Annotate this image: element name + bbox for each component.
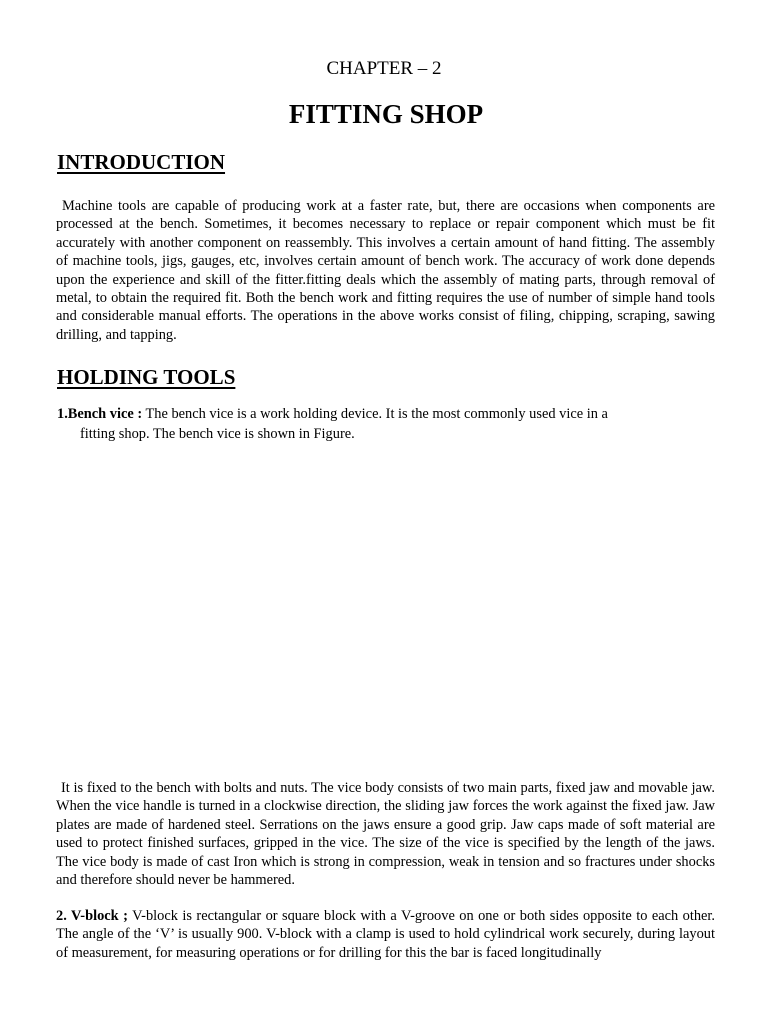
v-block-paragraph — [56, 907, 715, 962]
page-title: FITTING SHOP — [288, 99, 484, 129]
holding-tools-heading: HOLDING TOOLS — [57, 365, 236, 389]
v-block-text: V-block is rectangular or square block with a V-groove on one or both sides opposite to each other. The angle of the ‘V’ is usually 900. V-block with a clamp is used to hold cylindrical work securely, during layout of measurement, for measuring operations or for drilling for this the bar is faced longitudinally — [56, 908, 715, 961]
introduction-paragraph: Machine tools are capable of producing work at a faster rate, but, there are occasions when components are processed at the bench. Sometimes, it becomes necessary to replace or repair component which must be fit accurately with another component on reassembly. This involves a certain amount of hand fitting. The assembly of machine tools, jigs, gauges, etc, involves certain amount of bench work. The accuracy of work done depends upon the experience and skill of the fitter.fitting deals which the assembly of mating parts, through removal of metal, to obtain the required fit. Both the bench work and fitting requires the use of number of simple hand tools and considerable manual efforts. The operations in the above works consist of filing, chipping, scraping, sawing drilling, and tapping. — [56, 198, 715, 343]
bench-vice-intro-line — [57, 405, 608, 424]
bench-vice-description: It is fixed to the bench with bolts and nuts. The vice body consists of two main parts, fixed jaw and movable jaw. When the vice handle is turned in a clockwise direction, the sliding jaw forces the work against the fixed jaw. Jaw plates are made of hardened steel. Serrations on the jaws ensure a good grip. Jaw caps made of soft material are used to protect finished surfaces, gripped in the vice. The size of the vice is specified by the length of the jaws. The vice body is made of cast Iron which is strong in compression, weak in tension and so fractures under shocks and therefore should never be hammered. — [56, 780, 715, 889]
bench-vice-figure-area — [56, 450, 715, 770]
bench-vice-label: 1.Bench vice : — [57, 406, 143, 422]
chapter-label: CHAPTER – 2 — [326, 58, 442, 79]
bench-vice-line-2: fitting shop. The bench vice is shown in Figure. — [80, 426, 355, 442]
bench-vice-line-1: The bench vice is a work holding device. It is the most commonly used vice in a — [145, 406, 608, 422]
introduction-heading: INTRODUCTION — [57, 150, 226, 174]
v-block-label: 2. V-block ; — [56, 908, 128, 924]
